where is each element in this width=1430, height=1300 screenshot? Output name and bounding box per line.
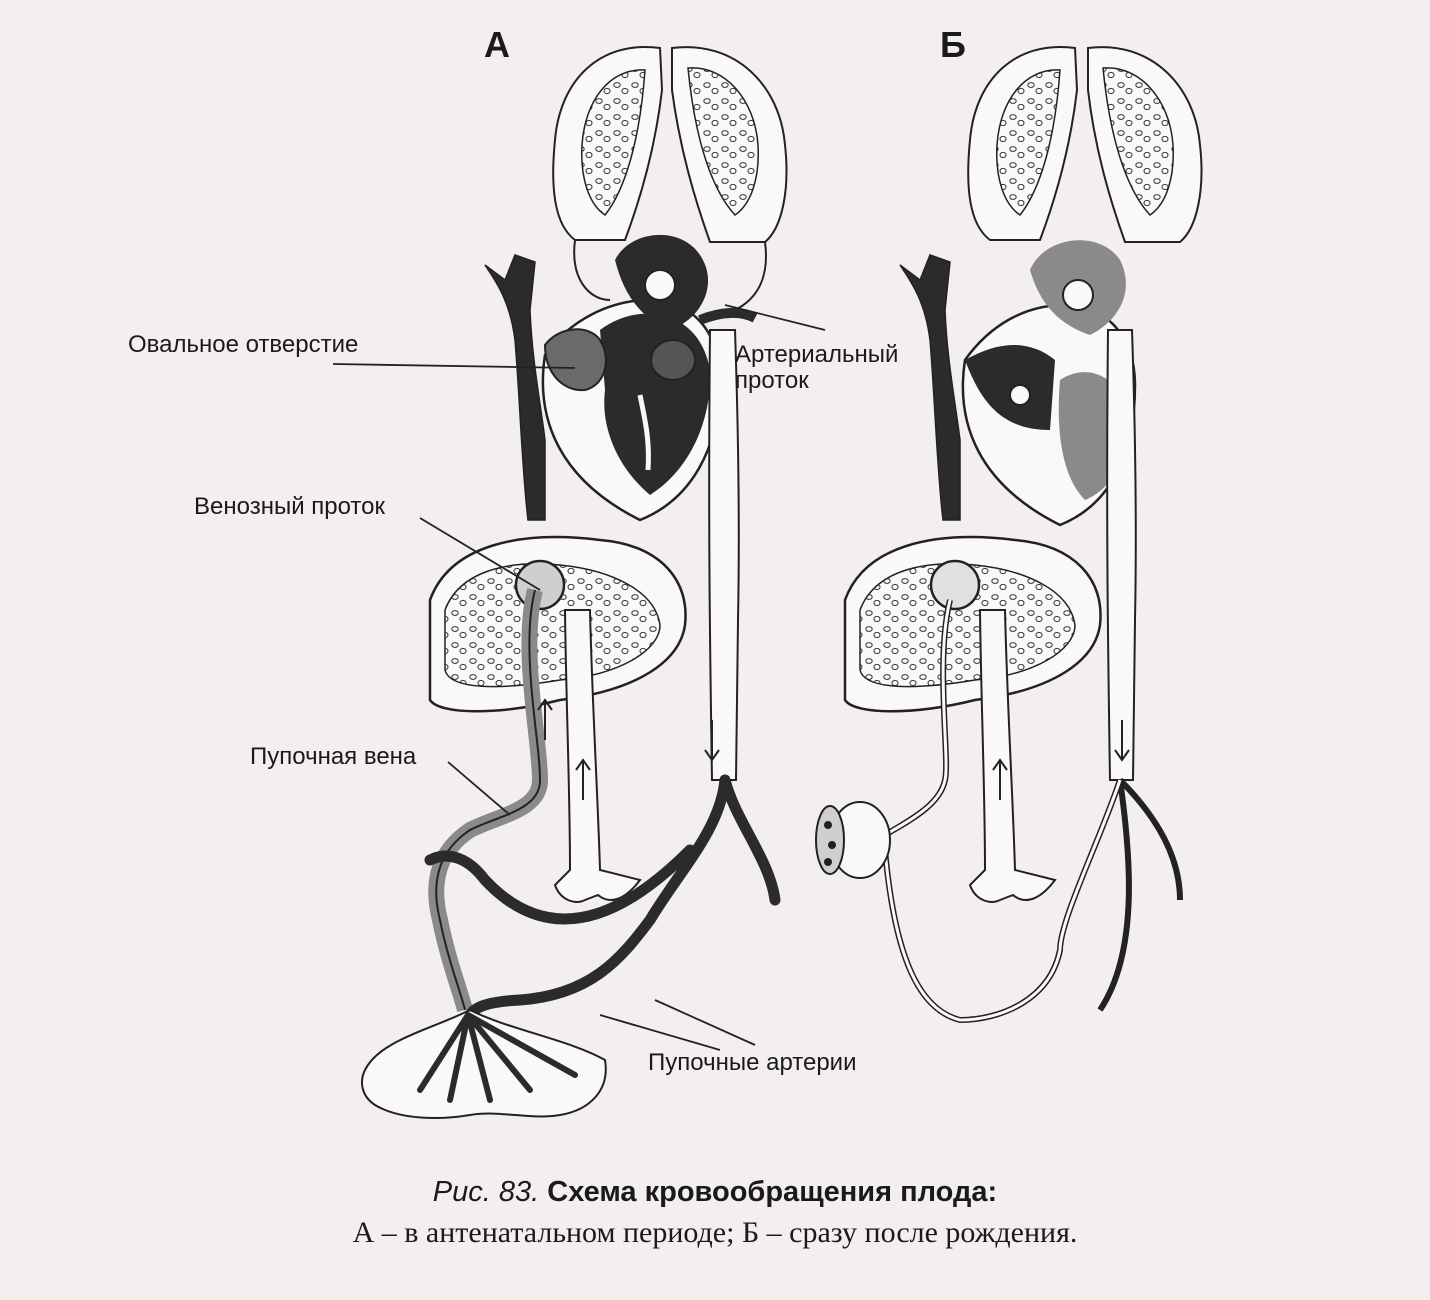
umbilical-stump-b xyxy=(816,802,890,878)
panel-label-b: Б xyxy=(940,24,966,65)
figure-caption-title xyxy=(0,1176,1430,1209)
superior-vena-cava-a xyxy=(485,255,545,520)
panel-b-diagram xyxy=(816,47,1201,1020)
liver-a xyxy=(430,537,686,711)
label-umbilical-arteries: Пупочные артерии xyxy=(648,1049,857,1076)
lungs-b xyxy=(968,47,1201,242)
liver-b xyxy=(845,537,1101,711)
aorta-a xyxy=(709,330,739,780)
ductus-arteriosus-a xyxy=(700,313,755,320)
figure-number: Рис. 83. xyxy=(432,1176,540,1208)
label-ductus-arteriosus-line2: проток xyxy=(735,367,809,394)
panel-a-diagram xyxy=(362,47,786,1118)
figure-title: Схема кровообращения плода: xyxy=(547,1176,998,1208)
label-ductus-venosus: Венозный проток xyxy=(194,493,386,520)
label-umbilical-vein: Пупочная вена xyxy=(250,743,417,770)
figure-caption-description: А – в антенатальном периоде; Б – сразу после рождения. xyxy=(352,1216,1078,1249)
label-oval-foramen: Овальное отверстие xyxy=(128,331,359,358)
superior-vena-cava-b xyxy=(900,255,960,520)
umbilical-arteries-a xyxy=(430,780,775,1020)
placenta-a xyxy=(362,1010,606,1118)
panel-label-a: А xyxy=(484,24,510,65)
umbilical-arteries-b xyxy=(885,780,1180,1020)
label-ductus-arteriosus-line1: Артериальный xyxy=(735,341,899,368)
aorta-b xyxy=(1107,330,1136,780)
